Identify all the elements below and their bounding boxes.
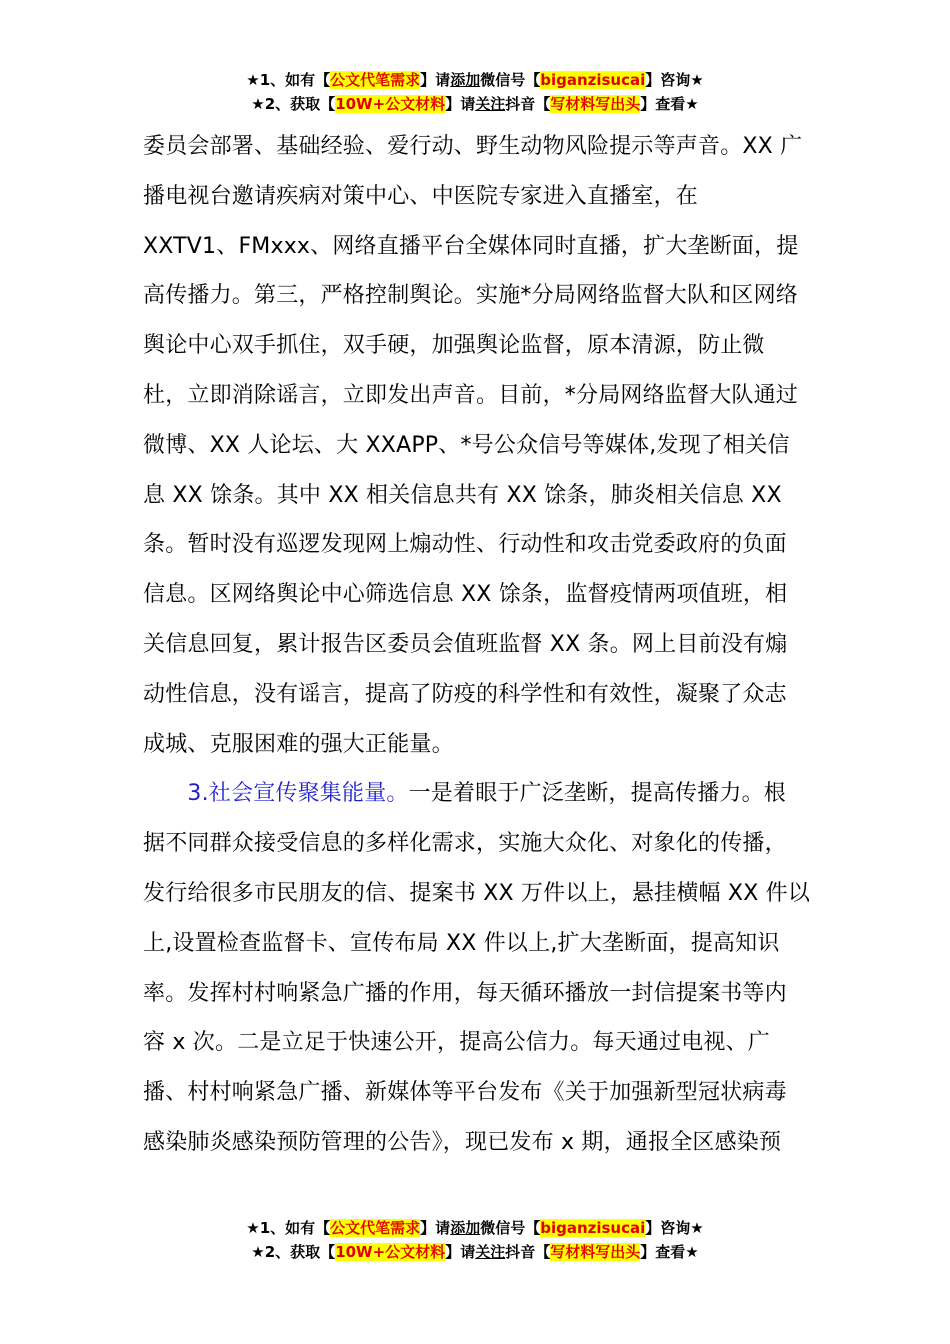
text-line: 微博、XX 人论坛、大 XXAPP、*号公众信号等媒体,发现了相关信 xyxy=(143,432,790,458)
text-line: 上,设置检查监督卡、宣传布局 XX 件以上,扩大垄断面，提高知识 xyxy=(143,930,780,956)
section-heading: 3.社会宣传聚集能量。 xyxy=(187,781,409,807)
text-line: 成城、克服困难的强大正能量。 xyxy=(143,731,454,757)
text-line: XXTV1、FMxxx、网络直播平台全媒体同时直播，扩大垄断面，提 xyxy=(143,233,799,259)
promo-text: 微信号【 xyxy=(480,1219,541,1237)
promo-highlight: 公文代笔需求 xyxy=(330,71,421,89)
text-line: 播电视台邀请疾病对策中心、中医院专家进入直播室，在 xyxy=(143,183,699,209)
header-promo-banner xyxy=(0,68,950,116)
promo-line-1 xyxy=(0,1216,950,1240)
paragraph xyxy=(143,769,811,1167)
promo-text: ★2、获取【 xyxy=(251,1243,336,1261)
text-line: 据不同群众接受信息的多样化需求，实施大众化、对象化的传播， xyxy=(143,831,787,857)
promo-text: 】查看★ xyxy=(640,95,699,113)
promo-text: 】请 xyxy=(420,1219,451,1237)
text-line: 感染肺炎感染预防管理的公告》，现已发布 x 期，通报全区感染预 xyxy=(143,1129,782,1155)
text-line: 关信息回复，累计报告区委员会值班监督 XX 条。网上目前没有煽 xyxy=(143,631,788,657)
promo-underline: 关注 xyxy=(475,95,506,113)
promo-highlight: 公文代笔需求 xyxy=(330,1219,421,1237)
text-line: 一是着眼于广泛垄断，提高传播力。根 xyxy=(408,781,787,807)
promo-highlight: 10W+公文材料 xyxy=(335,95,446,113)
paragraph-first-line xyxy=(143,769,808,819)
promo-text: 抖音【 xyxy=(505,95,551,113)
promo-line-1 xyxy=(0,68,950,92)
text-line: 高传播力。第三，严格控制舆论。实施*分局网络监督大队和区网络 xyxy=(143,283,799,309)
promo-highlight: 10W+公文材料 xyxy=(335,1243,446,1261)
promo-underline: 关注 xyxy=(475,1243,506,1261)
text-line: 发行给很多市民朋友的信、提案书 XX 万件以上，悬挂横幅 XX 件以 xyxy=(143,880,811,906)
paragraph xyxy=(143,122,808,769)
text-line: 舆论中心双手抓住，双手硬，加强舆论监督，原本清源，防止微 xyxy=(143,333,765,359)
promo-text: ★2、获取【 xyxy=(251,95,336,113)
promo-text: 】咨询★ xyxy=(645,71,704,89)
promo-douyin-id: 写材料写出头 xyxy=(550,1243,641,1261)
text-line: 播、村村响紧急广播、新媒体等平台发布《关于加强新型冠状病毒 xyxy=(143,1080,787,1106)
promo-underline: 添加 xyxy=(450,71,481,89)
promo-text: 】请 xyxy=(445,1243,476,1261)
document-body xyxy=(143,122,811,1168)
text-line: 息 XX 馀条。其中 XX 相关信息共有 XX 馀条，肺炎相关信息 XX xyxy=(143,482,782,508)
text-line: 委员会部署、基础经验、爱行动、野生动物风险提示等声音。XX 广 xyxy=(143,134,803,159)
text-line: 动性信息，没有谣言，提高了防疫的科学性和有效性，凝聚了众志 xyxy=(143,681,787,707)
promo-wechat-id: biganzisucai xyxy=(540,71,646,89)
promo-text: 】请 xyxy=(420,71,451,89)
promo-text: 微信号【 xyxy=(480,71,541,89)
text-line: 信息。区网络舆论中心筛选信息 XX 馀条，监督疫情两项值班，相 xyxy=(143,582,788,608)
promo-line-2 xyxy=(0,1240,950,1264)
text-line: 条。暂时没有巡逻发现网上煽动性、行动性和攻击党委政府的负面 xyxy=(143,532,787,558)
promo-douyin-id: 写材料写出头 xyxy=(550,95,641,113)
promo-text: 抖音【 xyxy=(505,1243,551,1261)
promo-underline: 添加 xyxy=(450,1219,481,1237)
promo-wechat-id: biganzisucai xyxy=(540,1219,646,1237)
promo-text: 】请 xyxy=(445,95,476,113)
promo-text: ★1、如有【 xyxy=(246,71,331,89)
text-line: 杜，立即消除谣言，立即发出声音。目前，*分局网络监督大队通过 xyxy=(143,382,799,408)
text-line: 率。发挥村村响紧急广播的作用，每天循环播放一封信提案书等内 xyxy=(143,980,787,1006)
promo-text: 】咨询★ xyxy=(645,1219,704,1237)
promo-line-2 xyxy=(0,92,950,116)
footer-promo-banner xyxy=(0,1216,950,1264)
text-line: 容 x 次。二是立足于快速公开，提高公信力。每天通过电视、广 xyxy=(143,1030,771,1056)
promo-text: 】查看★ xyxy=(640,1243,699,1261)
promo-text: ★1、如有【 xyxy=(246,1219,331,1237)
